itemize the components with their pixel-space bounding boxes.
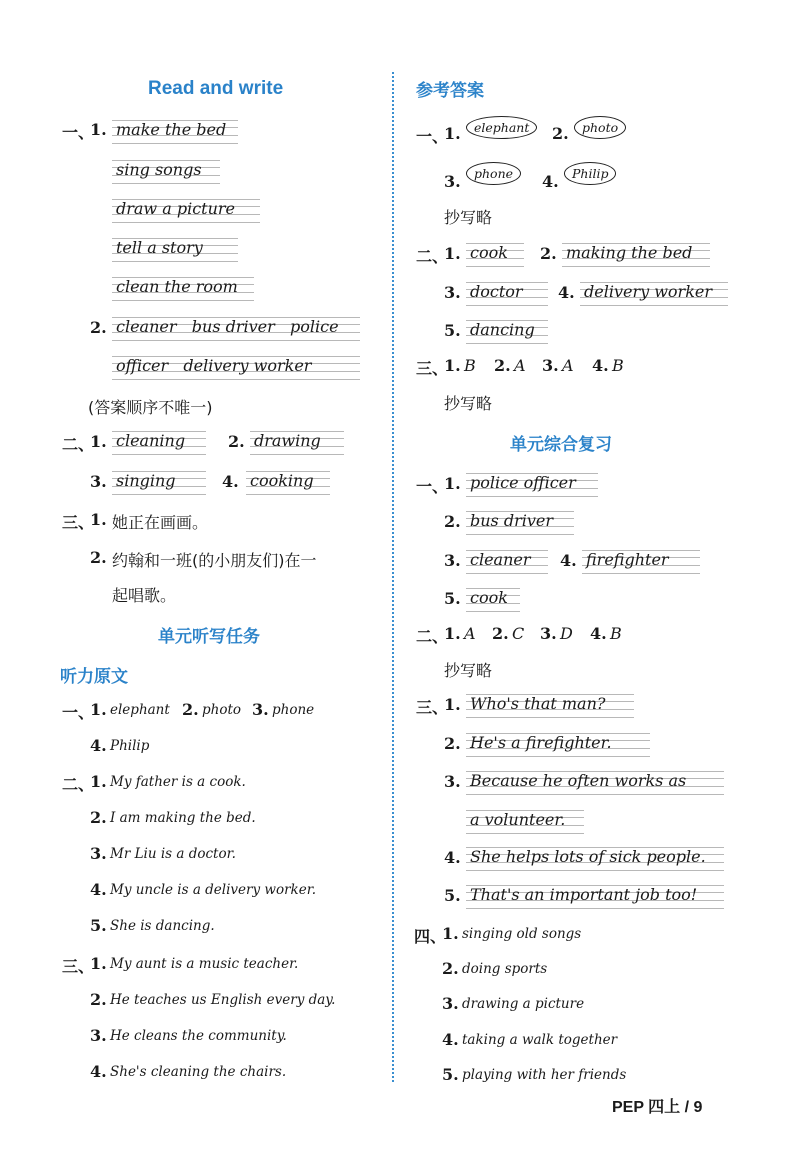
script-text: elephant (110, 702, 170, 718)
script-text: My aunt is a music teacher. (110, 956, 299, 972)
script-text: My uncle is a delivery worker. (110, 882, 316, 898)
script-text: I am making the bed. (110, 810, 256, 826)
item-number: 2. (182, 700, 199, 719)
column-divider (392, 72, 394, 1082)
section-marker: 四、 (414, 927, 447, 946)
script-text: singing old songs (462, 926, 582, 942)
handwriting-answer: bus driver (466, 509, 574, 535)
translation-text: 约翰和一班(的小朋友们)在一 (112, 551, 317, 570)
handwriting-answer: delivery worker (580, 280, 728, 306)
section-marker: 二、 (416, 627, 449, 646)
item-number: 1. (444, 695, 461, 714)
item-number: 3. (90, 844, 107, 863)
handwriting-answer: Who's that man? (466, 692, 634, 718)
script-text: taking a walk together (462, 1032, 618, 1048)
handwriting-answer: That's an important job too! (466, 883, 724, 909)
section-marker: 三、 (416, 698, 449, 717)
item-number: 3. (444, 283, 461, 302)
script-text: She's cleaning the chairs. (110, 1064, 287, 1080)
item-number: 5. (444, 589, 461, 608)
item-number: 1. (444, 124, 461, 143)
page-footer: PEP 四上 / 9 (612, 1099, 703, 1116)
dictation-title: 单元听写任务 (158, 627, 260, 647)
item-number: 5. (442, 1065, 459, 1084)
item-number: 4. (90, 880, 107, 899)
item-number: 4. (590, 624, 607, 643)
item-number: 3. (90, 472, 107, 491)
item-number: 4. (90, 736, 107, 755)
script-text: My father is a cook. (110, 774, 246, 790)
copy-omitted: 抄写略 (444, 394, 493, 413)
item-number: 1. (444, 474, 461, 493)
section-marker: 一、 (62, 703, 95, 722)
handwriting-answer: firefighter (582, 548, 700, 574)
review-title: 单元综合复习 (510, 435, 612, 455)
handwriting-answer: clean the room (112, 275, 254, 301)
listening-title: 听力原文 (60, 667, 128, 687)
script-text: Philip (110, 738, 150, 754)
item-number: 1. (90, 120, 107, 139)
handwriting-answer-cont: a volunteer. (466, 808, 584, 834)
item-number: 1. (444, 244, 461, 263)
item-number: 3. (444, 551, 461, 570)
handwriting-answer: Because he often works as (466, 769, 724, 795)
script-text: He cleans the community. (110, 1028, 287, 1044)
item-number: 2. (492, 624, 509, 643)
item-number: 2. (540, 244, 557, 263)
section-marker: 三、 (416, 359, 449, 378)
handwriting-answer: dancing (466, 318, 548, 344)
script-text: phone (272, 702, 315, 718)
handwriting-answer: cook (466, 586, 520, 612)
item-number: 1. (444, 356, 461, 375)
handwriting-answer: cleaner bus driver police (112, 315, 360, 341)
item-number: 2. (90, 990, 107, 1009)
item-number: 2. (442, 959, 459, 978)
section-marker: 三、 (62, 513, 95, 532)
item-number: 5. (444, 886, 461, 905)
translation-text: 她正在画画。 (112, 513, 209, 532)
item-number: 3. (542, 356, 559, 375)
circled-answer: photo (574, 116, 626, 139)
choice-answer: B (612, 356, 624, 375)
item-number: 4. (558, 283, 575, 302)
item-number: 2. (90, 548, 107, 567)
item-number: 2. (444, 734, 461, 753)
item-number: 4. (592, 356, 609, 375)
item-number: 5. (444, 321, 461, 340)
handwriting-answer: cooking (246, 469, 330, 495)
section-marker: 二、 (62, 435, 95, 454)
item-number: 3. (540, 624, 557, 643)
copy-omitted: 抄写略 (444, 661, 493, 680)
item-number: 3. (252, 700, 269, 719)
copy-omitted: 抄写略 (444, 208, 493, 227)
section-marker: 二、 (62, 775, 95, 794)
choice-answer: B (464, 356, 476, 375)
item-number: 3. (90, 1026, 107, 1045)
section-marker: 二、 (416, 247, 449, 266)
item-number: 3. (444, 172, 461, 191)
choice-answer: C (512, 624, 525, 643)
section-marker: 一、 (62, 123, 95, 142)
choice-answer: A (514, 356, 526, 375)
handwriting-answer: tell a story (112, 236, 238, 262)
script-text: drawing a picture (462, 996, 585, 1012)
handwriting-answer: police officer (466, 471, 598, 497)
item-number: 1. (90, 510, 107, 529)
handwriting-answer: drawing (250, 429, 344, 455)
script-text: She is dancing. (110, 918, 215, 934)
item-number: 4. (560, 551, 577, 570)
script-text: He teaches us English every day. (110, 992, 336, 1008)
script-text: playing with her friends (462, 1067, 627, 1083)
choice-answer: D (560, 624, 573, 643)
handwriting-answer: doctor (466, 280, 548, 306)
handwriting-answer: sing songs (112, 158, 220, 184)
script-text: Mr Liu is a doctor. (110, 846, 236, 862)
item-number: 2. (228, 432, 245, 451)
item-number: 2. (444, 512, 461, 531)
item-number: 5. (90, 916, 107, 935)
section-marker: 三、 (62, 957, 95, 976)
item-number: 4. (542, 172, 559, 191)
script-text: photo (202, 702, 242, 718)
answers-title: 参考答案 (416, 81, 484, 101)
item-number: 4. (90, 1062, 107, 1081)
circled-answer: phone (466, 162, 521, 185)
item-number: 2. (552, 124, 569, 143)
handwriting-answer: singing (112, 469, 206, 495)
handwriting-answer: cleaning (112, 429, 206, 455)
circled-answer: Philip (564, 162, 616, 185)
answer-note: (答案顺序不唯一) (88, 398, 213, 417)
item-number: 1. (90, 954, 107, 973)
handwriting-answer: cook (466, 241, 524, 267)
choice-answer: A (464, 624, 476, 643)
handwriting-answer: She helps lots of sick people. (466, 845, 724, 871)
item-number: 3. (442, 994, 459, 1013)
handwriting-answer: draw a picture (112, 197, 260, 223)
handwriting-answer: cleaner (466, 548, 548, 574)
handwriting-answer: make the bed (112, 118, 238, 144)
section-marker: 一、 (416, 477, 449, 496)
item-number: 2. (90, 318, 107, 337)
translation-text-cont: 起唱歌。 (112, 586, 177, 605)
read-and-write-title: Read and write (148, 78, 284, 99)
script-text: doing sports (462, 961, 548, 977)
item-number: 4. (442, 1030, 459, 1049)
handwriting-answer: officer delivery worker (112, 354, 360, 380)
item-number: 1. (90, 772, 107, 791)
choice-answer: A (562, 356, 574, 375)
handwriting-answer: making the bed (562, 241, 710, 267)
item-number: 2. (90, 808, 107, 827)
section-marker: 一、 (416, 127, 449, 146)
item-number: 4. (444, 848, 461, 867)
handwriting-answer: He's a firefighter. (466, 731, 650, 757)
item-number: 1. (444, 624, 461, 643)
choice-answer: B (610, 624, 622, 643)
item-number: 2. (494, 356, 511, 375)
item-number: 1. (90, 432, 107, 451)
circled-answer: elephant (466, 116, 537, 139)
item-number: 1. (90, 700, 107, 719)
item-number: 3. (444, 772, 461, 791)
item-number: 1. (442, 924, 459, 943)
item-number: 4. (222, 472, 239, 491)
